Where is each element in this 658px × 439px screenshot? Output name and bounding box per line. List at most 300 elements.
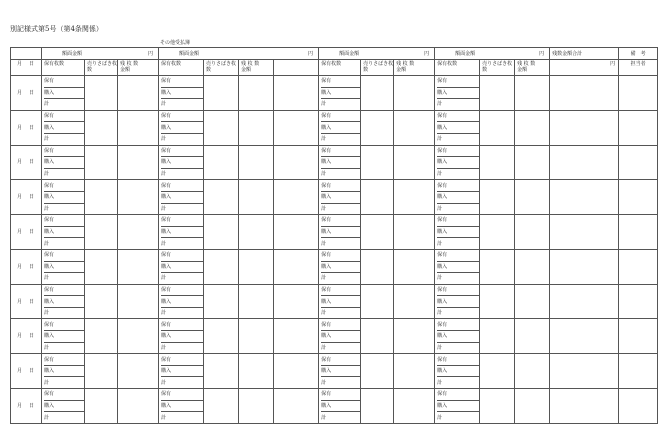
held-label: 保有 <box>321 78 332 85</box>
held-purchase-total-cell <box>319 215 361 250</box>
remaining-count-cell[interactable] <box>515 284 550 319</box>
total-label: 計 <box>44 136 50 143</box>
remaining-total-yen: 円 <box>550 60 619 76</box>
held-purchase-total-cell <box>42 284 85 319</box>
held-purchase-total-cell <box>435 145 480 180</box>
held-label: 保有 <box>437 182 448 189</box>
sold-count-header: 売りさばき枚数 <box>204 60 239 76</box>
held-label: 保有 <box>44 321 55 328</box>
sold-count-cell[interactable] <box>480 180 515 215</box>
held-label: 保有 <box>161 391 172 398</box>
purchased-label: 購入 <box>437 229 448 236</box>
table-row <box>11 110 658 145</box>
remaining-count-cell[interactable] <box>118 215 159 250</box>
held-label: 保有 <box>44 391 55 398</box>
purchased-label: 購入 <box>321 402 332 409</box>
person-cell[interactable] <box>619 319 658 354</box>
held-label: 保有 <box>161 286 172 293</box>
remaining-count-cell[interactable] <box>239 110 274 145</box>
blank-cell[interactable] <box>274 284 319 319</box>
table-row <box>11 249 658 284</box>
purchased-label: 購入 <box>161 194 172 201</box>
held-label: 保有 <box>321 182 332 189</box>
sold-count-cell[interactable] <box>480 249 515 284</box>
held-label: 保有 <box>321 217 332 224</box>
remaining-total-cell[interactable] <box>550 319 619 354</box>
sold-count-header: 売りさばき枚数 <box>85 60 118 76</box>
purchased-label: 購入 <box>437 159 448 166</box>
total-label: 計 <box>321 310 327 317</box>
remaining-total-cell[interactable] <box>550 145 619 180</box>
purchased-label: 購入 <box>44 298 55 305</box>
date-cell[interactable]: 月 日 <box>11 354 42 389</box>
face-value-header-1: 額面金額 円 <box>42 48 159 60</box>
sold-count-cell[interactable] <box>361 389 394 424</box>
person-cell[interactable] <box>619 354 658 389</box>
sold-count-cell[interactable] <box>204 110 239 145</box>
held-label: 保有 <box>44 147 55 154</box>
total-label: 計 <box>321 275 327 282</box>
blank-cell[interactable] <box>274 354 319 389</box>
held-purchase-total-cell <box>42 145 85 180</box>
remaining-count-cell[interactable] <box>394 145 435 180</box>
sold-count-cell[interactable] <box>480 215 515 250</box>
sold-count-cell[interactable] <box>204 215 239 250</box>
total-label: 計 <box>321 379 327 386</box>
sold-count-header: 売りさばき枚数 <box>361 60 394 76</box>
sold-count-cell[interactable] <box>204 319 239 354</box>
purchased-label: 購入 <box>437 402 448 409</box>
held-label: 保有 <box>161 113 172 120</box>
table-row <box>11 284 658 319</box>
table-row <box>11 389 658 424</box>
held-purchase-total-cell <box>319 319 361 354</box>
remaining-count-cell[interactable] <box>515 76 550 111</box>
sold-count-cell[interactable] <box>204 354 239 389</box>
total-label: 計 <box>321 414 327 421</box>
held-label: 保有 <box>321 147 332 154</box>
sold-count-cell[interactable] <box>480 145 515 180</box>
total-label: 計 <box>321 136 327 143</box>
total-label: 計 <box>44 240 50 247</box>
sold-count-cell[interactable] <box>480 319 515 354</box>
sold-count-cell[interactable] <box>85 145 118 180</box>
table-row <box>11 319 658 354</box>
total-label: 計 <box>437 171 443 178</box>
held-purchase-total-cell <box>42 354 85 389</box>
held-label: 保有 <box>321 356 332 363</box>
sold-count-cell[interactable] <box>361 249 394 284</box>
blank-cell[interactable] <box>274 389 319 424</box>
purchased-label: 購入 <box>437 124 448 131</box>
held-purchase-total-cell <box>435 319 480 354</box>
held-label: 保有 <box>44 286 55 293</box>
sold-count-cell[interactable] <box>204 145 239 180</box>
remaining-count-cell[interactable] <box>394 354 435 389</box>
held-purchase-total-cell <box>319 76 361 111</box>
header-blank <box>11 48 42 60</box>
held-label: 保有 <box>44 217 55 224</box>
sold-count-cell[interactable] <box>361 284 394 319</box>
total-label: 計 <box>44 379 50 386</box>
total-label: 計 <box>161 379 167 386</box>
held-purchase-total-cell <box>42 389 85 424</box>
remaining-count-cell[interactable] <box>394 389 435 424</box>
date-cell[interactable]: 月 日 <box>11 180 42 215</box>
total-label: 計 <box>161 205 167 212</box>
form-subtitle: その他受払簿 <box>160 40 191 46</box>
purchased-label: 購入 <box>161 263 172 270</box>
date-cell[interactable]: 月 日 <box>11 249 42 284</box>
held-label: 保有 <box>44 252 55 259</box>
purchased-label: 購入 <box>44 402 55 409</box>
remaining-count-cell[interactable] <box>515 354 550 389</box>
sold-count-cell[interactable] <box>480 284 515 319</box>
held-count-header: 保有枚数 <box>42 60 85 76</box>
held-purchase-total-cell <box>159 180 204 215</box>
person-cell[interactable] <box>619 110 658 145</box>
remaining-count-cell[interactable] <box>118 145 159 180</box>
purchased-label: 購入 <box>44 333 55 340</box>
held-label: 保有 <box>161 217 172 224</box>
form-title: 別記様式第5号（第4条関係） <box>10 25 103 33</box>
held-purchase-total-cell <box>435 180 480 215</box>
total-label: 計 <box>437 240 443 247</box>
held-purchase-total-cell <box>159 145 204 180</box>
sold-count-cell[interactable] <box>361 180 394 215</box>
remaining-count-cell[interactable] <box>118 284 159 319</box>
sold-count-cell[interactable] <box>85 354 118 389</box>
held-count-header: 保有枚数 <box>435 60 480 76</box>
sold-count-cell[interactable] <box>480 76 515 111</box>
person-header: 担当者 <box>619 60 658 76</box>
remaining-count-header: 残 枚 数 金額 <box>118 60 159 76</box>
remaining-count-cell[interactable] <box>118 76 159 111</box>
held-label: 保有 <box>437 78 448 85</box>
remaining-count-cell[interactable] <box>118 110 159 145</box>
purchased-label: 購入 <box>161 333 172 340</box>
purchased-label: 購入 <box>437 263 448 270</box>
remaining-count-cell[interactable] <box>515 249 550 284</box>
held-purchase-total-cell <box>159 284 204 319</box>
remaining-count-cell[interactable] <box>394 319 435 354</box>
sold-count-cell[interactable] <box>204 180 239 215</box>
remaining-total-cell[interactable] <box>550 354 619 389</box>
remaining-count-cell[interactable] <box>118 319 159 354</box>
purchased-label: 購入 <box>321 124 332 131</box>
held-purchase-total-cell <box>435 284 480 319</box>
held-label: 保有 <box>161 252 172 259</box>
purchased-label: 購入 <box>161 368 172 375</box>
remarks-header: 備 考 <box>619 48 658 60</box>
total-label: 計 <box>321 171 327 178</box>
held-purchase-total-cell <box>159 354 204 389</box>
sold-count-cell[interactable] <box>480 354 515 389</box>
person-cell[interactable] <box>619 145 658 180</box>
sold-count-cell[interactable] <box>85 215 118 250</box>
sold-count-cell[interactable] <box>85 389 118 424</box>
table-row <box>11 215 658 250</box>
date-cell[interactable]: 月 日 <box>11 110 42 145</box>
held-purchase-total-cell <box>42 110 85 145</box>
header-row-2 <box>11 60 658 76</box>
held-count-header: 保有枚数 <box>159 60 204 76</box>
person-cell[interactable] <box>619 389 658 424</box>
purchased-label: 購入 <box>44 159 55 166</box>
person-cell[interactable] <box>619 180 658 215</box>
person-cell[interactable] <box>619 249 658 284</box>
remaining-count-cell[interactable] <box>239 249 274 284</box>
purchased-label: 購入 <box>437 333 448 340</box>
remaining-count-cell[interactable] <box>394 110 435 145</box>
date-cell[interactable]: 月 日 <box>11 215 42 250</box>
sold-count-cell[interactable] <box>85 249 118 284</box>
held-purchase-total-cell <box>435 249 480 284</box>
held-label: 保有 <box>161 356 172 363</box>
held-purchase-total-cell <box>159 249 204 284</box>
held-label: 保有 <box>437 147 448 154</box>
held-label: 保有 <box>437 356 448 363</box>
total-label: 計 <box>44 171 50 178</box>
remaining-total-cell[interactable] <box>550 180 619 215</box>
purchased-label: 購入 <box>44 229 55 236</box>
sold-count-cell[interactable] <box>85 110 118 145</box>
purchased-label: 購入 <box>44 89 55 96</box>
purchased-label: 購入 <box>437 89 448 96</box>
total-label: 計 <box>44 310 50 317</box>
remaining-count-cell[interactable] <box>515 215 550 250</box>
held-label: 保有 <box>321 391 332 398</box>
face-value-header-3: 額面金額 円 <box>319 48 435 60</box>
total-label: 計 <box>44 205 50 212</box>
sold-count-header: 売りさばき枚数 <box>480 60 515 76</box>
held-purchase-total-cell <box>159 319 204 354</box>
remaining-count-cell[interactable] <box>118 180 159 215</box>
sold-count-cell[interactable] <box>204 284 239 319</box>
total-label: 計 <box>437 205 443 212</box>
held-label: 保有 <box>437 113 448 120</box>
remaining-total-cell[interactable] <box>550 249 619 284</box>
purchased-label: 購入 <box>161 298 172 305</box>
total-label: 計 <box>161 275 167 282</box>
purchased-label: 購入 <box>321 368 332 375</box>
held-label: 保有 <box>321 286 332 293</box>
remaining-count-cell[interactable] <box>239 319 274 354</box>
remaining-count-cell[interactable] <box>394 76 435 111</box>
held-purchase-total-cell <box>319 249 361 284</box>
held-purchase-total-cell <box>319 354 361 389</box>
total-label: 計 <box>321 205 327 212</box>
held-label: 保有 <box>161 78 172 85</box>
total-label: 計 <box>437 275 443 282</box>
remaining-total-cell[interactable] <box>550 284 619 319</box>
purchased-label: 購入 <box>161 402 172 409</box>
sold-count-cell[interactable] <box>361 319 394 354</box>
purchased-label: 購入 <box>321 159 332 166</box>
held-purchase-total-cell <box>42 215 85 250</box>
person-cell[interactable] <box>619 215 658 250</box>
sold-count-cell[interactable] <box>361 215 394 250</box>
remaining-count-cell[interactable] <box>394 284 435 319</box>
purchased-label: 購入 <box>321 194 332 201</box>
held-purchase-total-cell <box>319 180 361 215</box>
remaining-count-cell[interactable] <box>118 249 159 284</box>
date-cell[interactable]: 月 日 <box>11 76 42 111</box>
purchased-label: 購入 <box>161 229 172 236</box>
sold-count-cell[interactable] <box>361 76 394 111</box>
table-row <box>11 76 658 111</box>
remaining-count-cell[interactable] <box>515 145 550 180</box>
held-label: 保有 <box>437 321 448 328</box>
remaining-count-cell[interactable] <box>394 215 435 250</box>
ledger-table <box>10 47 658 424</box>
held-label: 保有 <box>161 321 172 328</box>
remaining-count-cell[interactable] <box>118 354 159 389</box>
remaining-total-cell[interactable] <box>550 76 619 111</box>
blank-header <box>274 60 319 76</box>
person-cell[interactable] <box>619 284 658 319</box>
blank-cell[interactable] <box>274 110 319 145</box>
remaining-count-cell[interactable] <box>239 145 274 180</box>
date-cell[interactable]: 月 日 <box>11 284 42 319</box>
total-label: 計 <box>161 101 167 108</box>
date-cell[interactable]: 月 日 <box>11 389 42 424</box>
purchased-label: 購入 <box>321 333 332 340</box>
face-value-header-4: 額面金額 円 <box>435 48 550 60</box>
blank-cell[interactable] <box>274 249 319 284</box>
held-label: 保有 <box>44 356 55 363</box>
purchased-label: 購入 <box>161 124 172 131</box>
total-label: 計 <box>44 275 50 282</box>
held-label: 保有 <box>321 321 332 328</box>
total-label: 計 <box>437 101 443 108</box>
remaining-count-cell[interactable] <box>118 389 159 424</box>
held-label: 保有 <box>161 182 172 189</box>
purchased-label: 購入 <box>161 89 172 96</box>
sold-count-cell[interactable] <box>204 76 239 111</box>
held-purchase-total-cell <box>435 215 480 250</box>
held-label: 保有 <box>44 182 55 189</box>
remaining-count-cell[interactable] <box>515 180 550 215</box>
held-purchase-total-cell <box>319 389 361 424</box>
date-cell[interactable]: 月 日 <box>11 145 42 180</box>
date-cell[interactable]: 月 日 <box>11 319 42 354</box>
total-label: 計 <box>321 240 327 247</box>
table-row <box>11 180 658 215</box>
held-purchase-total-cell <box>435 389 480 424</box>
table-row <box>11 354 658 389</box>
held-purchase-total-cell <box>42 249 85 284</box>
blank-cell[interactable] <box>274 145 319 180</box>
held-purchase-total-cell <box>159 110 204 145</box>
date-header: 月 日 <box>11 60 42 76</box>
blank-cell[interactable] <box>274 319 319 354</box>
total-label: 計 <box>437 379 443 386</box>
held-label: 保有 <box>44 113 55 120</box>
held-label: 保有 <box>321 113 332 120</box>
sold-count-cell[interactable] <box>361 145 394 180</box>
blank-cell[interactable] <box>274 76 319 111</box>
remaining-count-cell[interactable] <box>239 215 274 250</box>
header-row-1 <box>11 48 658 60</box>
sold-count-cell[interactable] <box>480 389 515 424</box>
remaining-count-cell[interactable] <box>515 319 550 354</box>
held-purchase-total-cell <box>42 76 85 111</box>
remaining-count-cell[interactable] <box>239 284 274 319</box>
held-purchase-total-cell <box>319 284 361 319</box>
remaining-count-cell[interactable] <box>239 76 274 111</box>
held-label: 保有 <box>161 147 172 154</box>
purchased-label: 購入 <box>321 89 332 96</box>
purchased-label: 購入 <box>437 298 448 305</box>
sold-count-cell[interactable] <box>85 180 118 215</box>
total-label: 計 <box>161 136 167 143</box>
total-label: 計 <box>161 240 167 247</box>
held-purchase-total-cell <box>319 145 361 180</box>
purchased-label: 購入 <box>321 229 332 236</box>
remaining-total-header: 残数金額合計 <box>550 48 619 60</box>
purchased-label: 購入 <box>321 298 332 305</box>
held-purchase-total-cell <box>435 110 480 145</box>
sold-count-cell[interactable] <box>361 110 394 145</box>
remaining-count-cell[interactable] <box>394 249 435 284</box>
held-label: 保有 <box>437 252 448 259</box>
held-purchase-total-cell <box>42 319 85 354</box>
remaining-total-cell[interactable] <box>550 215 619 250</box>
total-label: 計 <box>161 171 167 178</box>
face-value-header-2: 額面金額 円 <box>159 48 319 60</box>
total-label: 計 <box>437 310 443 317</box>
purchased-label: 購入 <box>44 368 55 375</box>
table-row <box>11 145 658 180</box>
purchased-label: 購入 <box>44 263 55 270</box>
remaining-total-cell[interactable] <box>550 389 619 424</box>
remaining-count-header: 残 枚 数 金額 <box>515 60 550 76</box>
purchased-label: 購入 <box>161 159 172 166</box>
sold-count-cell[interactable] <box>85 284 118 319</box>
sold-count-cell[interactable] <box>480 110 515 145</box>
total-label: 計 <box>437 344 443 351</box>
remaining-count-cell[interactable] <box>515 389 550 424</box>
person-cell[interactable] <box>619 76 658 111</box>
remaining-count-header: 残 枚 数 金額 <box>394 60 435 76</box>
purchased-label: 購入 <box>437 194 448 201</box>
held-label: 保有 <box>44 78 55 85</box>
held-count-header: 保有枚数 <box>319 60 361 76</box>
remaining-count-cell[interactable] <box>394 180 435 215</box>
remaining-count-cell[interactable] <box>515 110 550 145</box>
total-label: 計 <box>161 414 167 421</box>
remaining-count-cell[interactable] <box>239 389 274 424</box>
sold-count-cell[interactable] <box>85 76 118 111</box>
remaining-count-cell[interactable] <box>239 354 274 389</box>
held-purchase-total-cell <box>42 180 85 215</box>
sold-count-cell[interactable] <box>85 319 118 354</box>
remaining-total-cell[interactable] <box>550 110 619 145</box>
sold-count-cell[interactable] <box>204 389 239 424</box>
held-purchase-total-cell <box>159 389 204 424</box>
sold-count-cell[interactable] <box>204 249 239 284</box>
total-label: 計 <box>321 101 327 108</box>
held-purchase-total-cell <box>159 76 204 111</box>
remaining-count-cell[interactable] <box>239 180 274 215</box>
blank-cell[interactable] <box>274 180 319 215</box>
sold-count-cell[interactable] <box>361 354 394 389</box>
remaining-count-header: 残 枚 数 金額 <box>239 60 274 76</box>
total-label: 計 <box>44 101 50 108</box>
blank-cell[interactable] <box>274 215 319 250</box>
held-label: 保有 <box>437 217 448 224</box>
